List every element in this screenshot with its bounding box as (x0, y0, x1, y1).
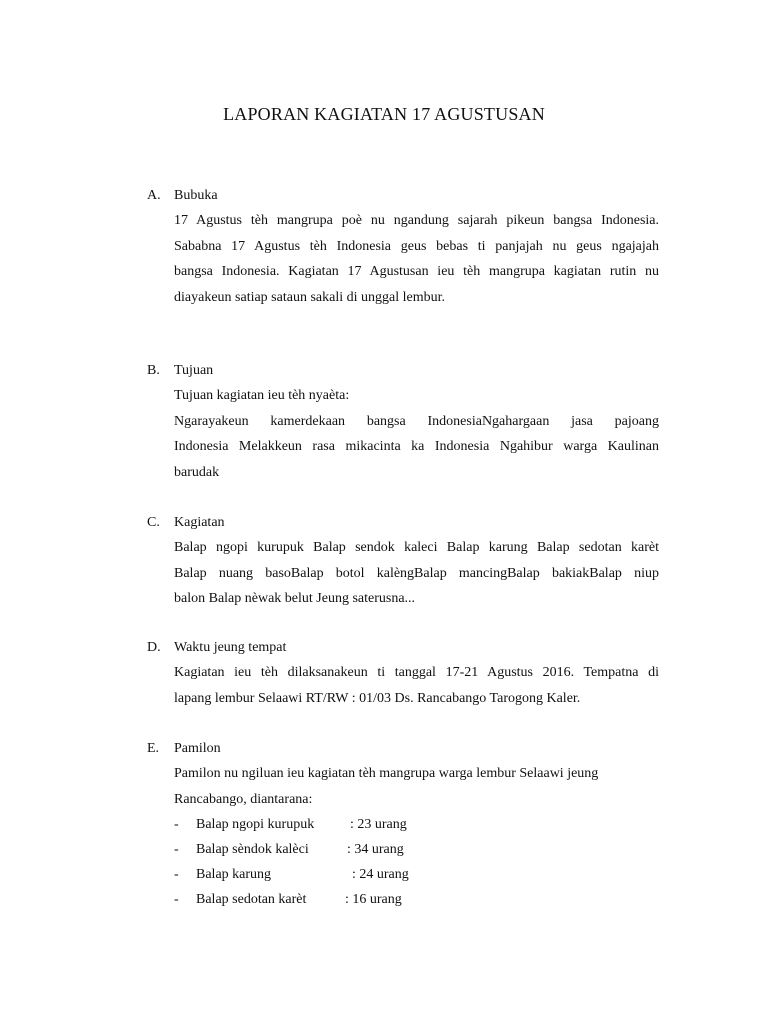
section-title: Bubuka (174, 188, 218, 203)
list-dash: - (174, 817, 179, 832)
item-name: Balap sedotan karèt (196, 892, 307, 907)
item-count: : 23 urang (350, 817, 407, 832)
section-body (174, 660, 659, 711)
list-item (174, 812, 659, 837)
paragraph-line: Indonesia Melakkeun rasa mikacinta ka Indonesia Ngahibur warga Kaulinan (174, 439, 659, 454)
list-dash: - (174, 892, 179, 907)
section-heading (147, 510, 659, 535)
item-count: : 34 urang (347, 842, 404, 857)
paragraph-line: diayakeun satiap sataun sakali di unggal lembur. (174, 289, 445, 305)
paragraph-line: bangsa Indonesia. Kagiatan 17 Agustusan ieu tèh mangrupa kagiatan rutin nu (174, 264, 659, 279)
item-name: Balap karung (196, 867, 272, 882)
paragraph-line: 17 Agustus tèh mangrupa poè nu ngandung sajarah pikeun bangsa Indonesia. (174, 213, 659, 228)
paragraph-line: Tujuan kagiatan ieu tèh nyaèta: (174, 388, 350, 403)
section-waktu-jeung-tempat (147, 635, 659, 711)
item-name: Balap ngopi kurupuk (196, 817, 315, 832)
section-bubuka (147, 183, 659, 310)
paragraph-line: Ngarayakeun kamerdekaan bangsa IndonesiaNgahargaan jasa pajoang (174, 413, 659, 429)
paragraph-line: Pamilon nu ngiluan ieu kagiatan tèh mangrupa warga lembur Selaawi jeung (174, 766, 599, 781)
paragraph-line: Balap nuang basoBalap botol kalèngBalap mancingBalap bakiakBalap niup (174, 565, 659, 581)
paragraph-line: lapang lembur Selaawi RT/RW : 01/03 Ds. Rancabango Tarogong Kaler. (174, 690, 581, 706)
participant-list (174, 812, 659, 912)
item-name: Balap sèndok kalèci (196, 842, 309, 857)
section-heading (147, 358, 659, 383)
section-pamilon (147, 736, 659, 912)
section-letter: C. (147, 515, 160, 530)
section-heading (147, 635, 659, 660)
section-letter: B. (147, 363, 160, 378)
section-title: Waktu jeung tempat (174, 640, 287, 655)
section-body (174, 535, 659, 612)
section-title: Kagiatan (174, 515, 225, 530)
section-heading (147, 736, 659, 761)
section-letter: A. (147, 188, 161, 203)
list-item (174, 837, 659, 862)
list-item (174, 887, 659, 912)
section-body (174, 383, 659, 485)
paragraph-line: balon Balap nèwak belut Jeung saterusna... (174, 591, 416, 606)
section-heading (147, 183, 659, 208)
paragraph-line: barudak (174, 464, 220, 480)
paragraph-line: Kagiatan ieu tèh dilaksanakeun ti tanggal 17-21 Agustus 2016. Tempatna di (174, 665, 659, 680)
section-tujuan (147, 358, 659, 485)
paragraph-line: Balap ngopi kurupuk Balap sendok kaleci Balap karung Balap sedotan karèt (174, 540, 659, 555)
paragraph-line: Sababna 17 Agustus tèh Indonesia geus bebas ti panjajah nu geus ngajajah (174, 238, 659, 254)
section-letter: D. (147, 640, 161, 655)
section-kagiatan (147, 510, 659, 612)
section-body (174, 761, 659, 912)
paragraph-line: Rancabango, diantarana: (174, 791, 313, 807)
list-dash: - (174, 867, 179, 882)
list-dash: - (174, 842, 179, 857)
section-title: Tujuan (174, 363, 214, 378)
document-title: LAPORAN KAGIATAN 17 AGUSTUSAN (223, 104, 545, 124)
item-count: : 24 urang (352, 867, 409, 882)
section-letter: E. (147, 741, 160, 756)
list-item (174, 862, 659, 887)
item-count: : 16 urang (345, 892, 402, 907)
section-body (174, 208, 659, 310)
section-title: Pamilon (174, 741, 221, 756)
